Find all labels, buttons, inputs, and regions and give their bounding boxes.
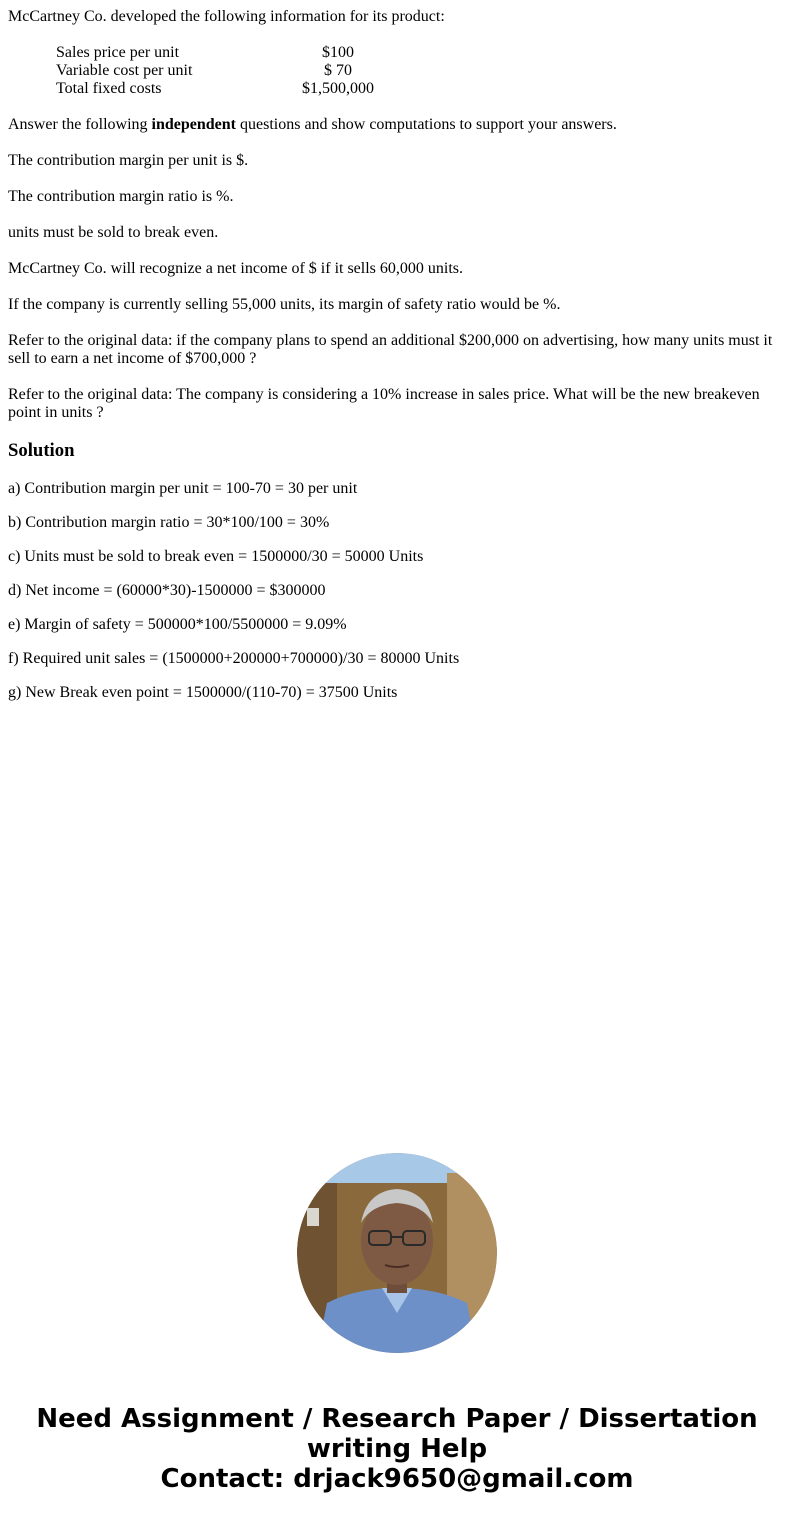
question-4: McCartney Co. will recognize a net income of $ if it sells 60,000 units. (8, 260, 464, 277)
solution-g: g) New Break even point = 1500000/(110-70) = 37500 Units (8, 684, 398, 701)
instructions-before: Answer the following (8, 116, 152, 133)
solution-f: f) Required unit sales = (1500000+200000+700000)/30 = 80000 Units (8, 650, 460, 667)
data-value: $ 70 (324, 62, 352, 79)
question-5: If the company is currently selling 55,000 units, its margin of safety ratio would be %. (8, 296, 561, 313)
question-3: units must be sold to break even. (8, 224, 219, 241)
intro-text: McCartney Co. developed the following information for its product: (8, 8, 445, 25)
footer-line-2: writing Help (306, 1434, 488, 1464)
data-label: Variable cost per unit (56, 62, 193, 79)
avatar-portrait-icon (297, 1153, 497, 1353)
footer-contact (0, 1404, 794, 1494)
data-row-sales-price (56, 44, 784, 62)
data-row-variable-cost (56, 62, 784, 80)
solution-e: e) Margin of safety = 500000*100/5500000 = 9.09% (8, 616, 347, 633)
instructions-text (8, 116, 784, 134)
data-label: Total fixed costs (56, 80, 162, 97)
instructions-after: questions and show computations to support your answers. (236, 116, 617, 133)
data-value: $1,500,000 (302, 80, 374, 97)
solution-d: d) Net income = (60000*30)-1500000 = $300000 (8, 582, 326, 599)
solution-c: c) Units must be sold to break even = 1500000/30 = 50000 Units (8, 548, 424, 565)
data-row-fixed-costs (56, 80, 784, 98)
solution-b: b) Contribution margin ratio = 30*100/100 = 30% (8, 514, 330, 531)
data-value: $100 (322, 44, 354, 61)
document-body (8, 8, 784, 718)
question-6: Refer to the original data: if the company plans to spend an additional $200,000 on advertising, how many units must it sell to earn a net income of $700,000 ? (8, 332, 773, 367)
solution-a: a) Contribution margin per unit = 100-70 = 30 per unit (8, 480, 358, 497)
footer-line-3: Contact: drjack9650@gmail.com (160, 1464, 634, 1494)
footer-line-1: Need Assignment / Research Paper / Dissertation (36, 1404, 758, 1434)
product-data-table (56, 44, 784, 98)
question-1: The contribution margin per unit is $. (8, 152, 249, 169)
data-label: Sales price per unit (56, 44, 180, 61)
question-2: The contribution margin ratio is %. (8, 188, 234, 205)
avatar (297, 1153, 497, 1353)
question-7: Refer to the original data: The company is considering a 10% increase in sales price. What will be the new breakeven point in units ? (8, 386, 760, 421)
solution-heading: Solution (8, 440, 75, 461)
instructions-bold: independent (151, 116, 236, 133)
